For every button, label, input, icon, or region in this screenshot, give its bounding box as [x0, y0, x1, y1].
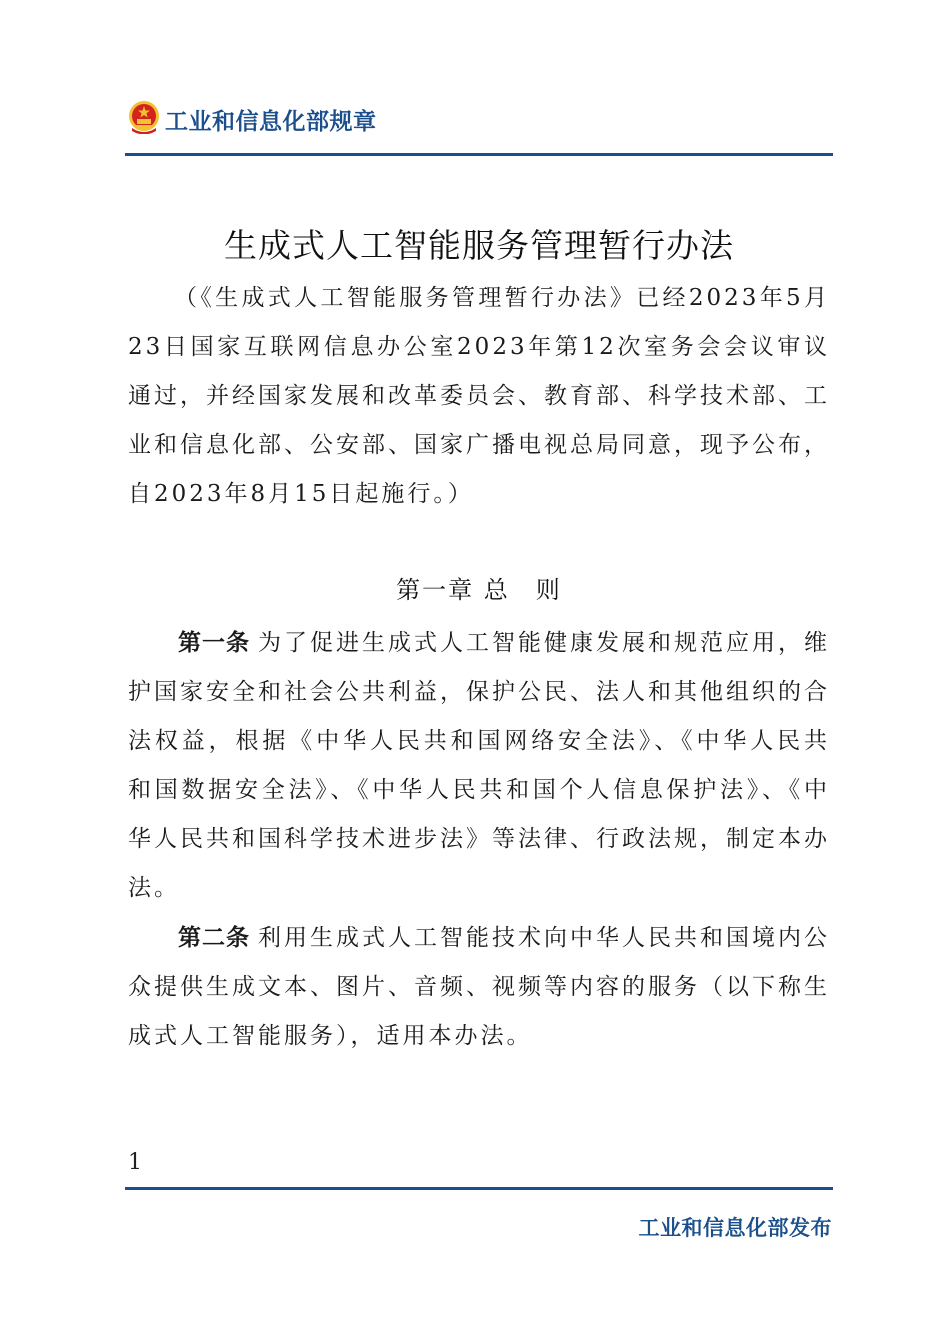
- page-header: [128, 96, 833, 156]
- publication-note: （《生成式人工智能服务管理暂行办法》已经2023年5月23日国家互联网信息办公室2023年第12次室务会会议审议通过，并经国家发展和改革委员会、教育部、科学技术部、工业和信息化部、公安部、国家广播电视总局同意，现予公布，自2023年8月15日起施行。）: [128, 285, 830, 507]
- article-2: [128, 914, 830, 1061]
- header-divider: [125, 153, 833, 156]
- article-1-label: 第一条: [178, 630, 250, 656]
- header-title: 工业和信息化部规章: [165, 109, 377, 135]
- article-2-label: 第二条: [178, 925, 250, 951]
- footer-publisher: 工业和信息化部发布: [638, 1216, 832, 1240]
- article-1: [128, 619, 830, 913]
- article-2-text: 利用生成式人工智能技术向中华人民共和国境内公众提供生成文本、图片、音频、视频等内容的服务（以下称生成式人工智能服务），适用本办法。: [128, 925, 830, 1049]
- document-title: 生成式人工智能服务管理暂行办法: [224, 226, 734, 265]
- article-1-text: 为了促进生成式人工智能健康发展和规范应用，维护国家安全和社会公共利益，保护公民、法人和其他组织的合法权益，根据《中华人民共和国网络安全法》、《中华人民共和国数据安全法》、《中华人民共和国个人信息保护法》、《中华人民共和国科学技术进步法》等法律、行政法规，制定本办法。: [128, 630, 830, 901]
- chapter-heading: 第一章 总 则: [396, 576, 562, 604]
- national-emblem-icon: [128, 100, 160, 134]
- footer-divider: [125, 1187, 833, 1190]
- page-number: 1: [128, 1150, 142, 1175]
